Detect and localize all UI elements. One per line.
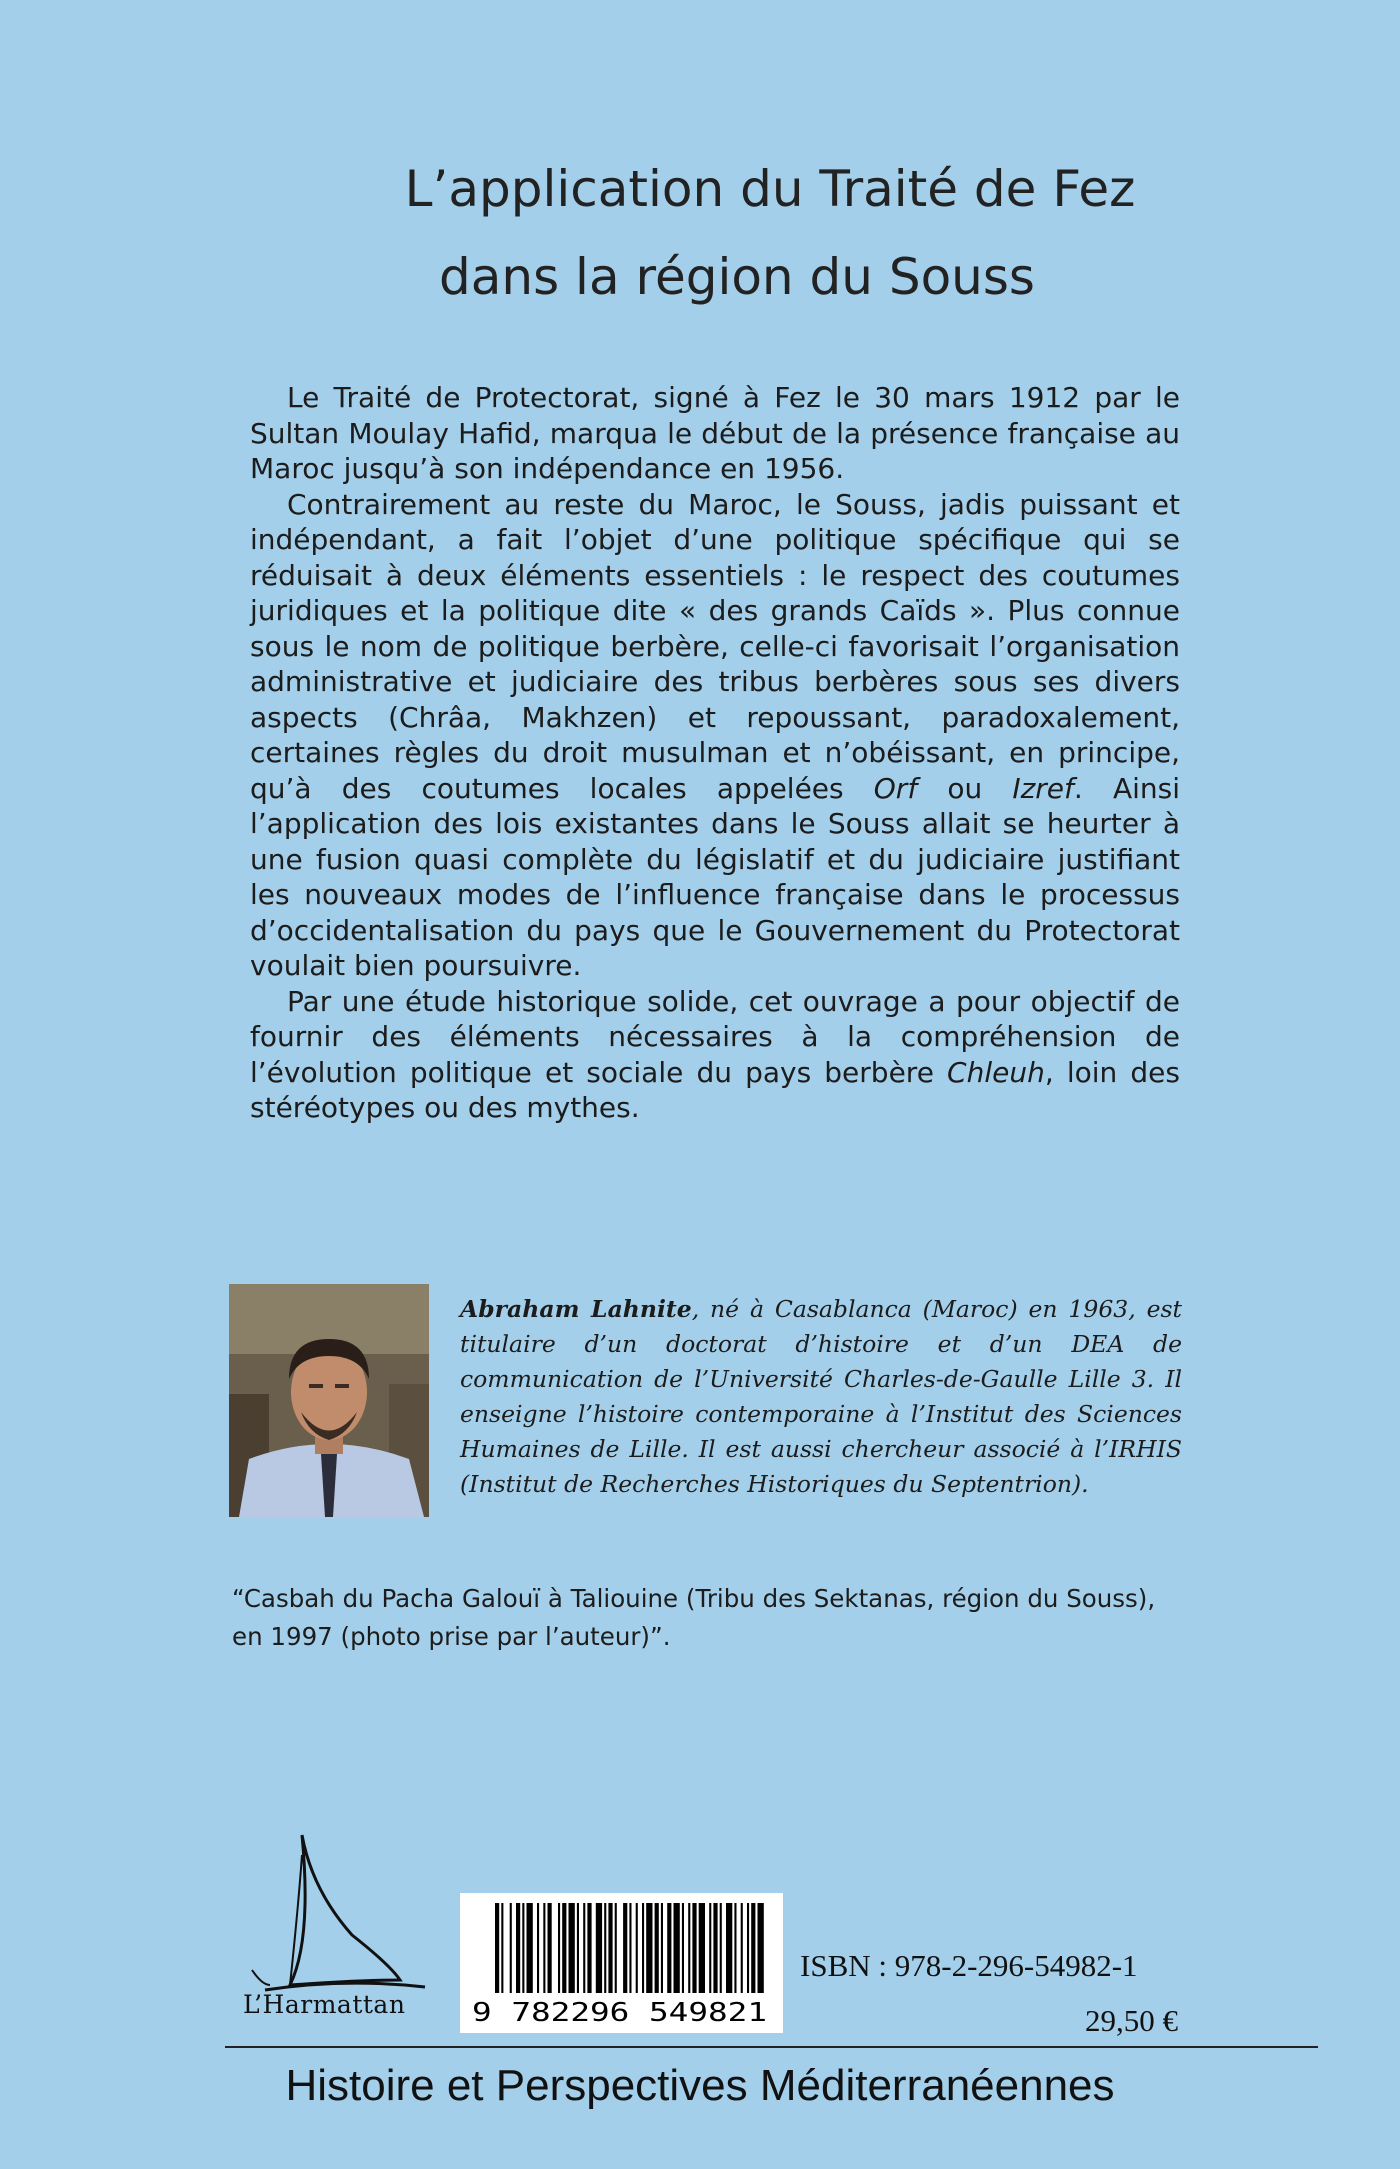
divider (225, 2046, 1318, 2048)
barcode-bar (655, 1903, 659, 1993)
barcode-bar (623, 1903, 627, 1993)
author-bio (460, 1292, 1182, 1502)
barcode-bar (699, 1903, 705, 1993)
cover-photo-caption (232, 1580, 1192, 1656)
barcode-bar (495, 1903, 499, 1993)
term-orf: Orf (873, 771, 918, 805)
blurb-paragraph-1: Le Traité de Protectorat, signé à Fez le 30 mars 1912 par le Sultan Moulay Hafid, marqua le début de la présence française au Maroc jusqu’à son indépendance en 1956. (250, 381, 1180, 485)
author-photo (229, 1284, 429, 1517)
barcode-bar (608, 1903, 612, 1993)
barcode-bar (543, 1903, 545, 1993)
barcode-bar (629, 1903, 631, 1993)
barcode-bar (510, 1903, 512, 1993)
barcode-bar (604, 1903, 606, 1993)
barcode-bar (522, 1903, 524, 1993)
barcode-bar (548, 1903, 552, 1993)
publisher-name: L’Harmattan (243, 1990, 406, 2019)
barcode-bar (758, 1903, 764, 1993)
barcode-bar (596, 1903, 602, 1993)
barcode-bar (562, 1903, 566, 1993)
barcode-bar (646, 1903, 652, 1993)
barcode-bar (636, 1903, 638, 1993)
barcode-bar (587, 1903, 591, 1993)
isbn-number: ISBN : 978-2-296-54982-1 (800, 1948, 1138, 1983)
barcode-bar (537, 1903, 539, 1993)
blurb-paragraph-2: Contrairement au reste du Maroc, le Souss, jadis puissant et indépendant, a fait l’objet d’une politique spécifique qui se réduisait à deux éléments essentiels : le respect des coutumes juridiques et la politique dite « des grands Caïds ». Plus connue sous le nom de politique berbère, celle-ci favorisait l’organisation administrative et judiciaire des tribus berbères sous ses divers aspects (Chrâa, Makhzen) et repoussant, paradoxalement, certaines règles du droit musulman et n’obéissant, en principe, qu’à des coutumes locales appelées Orf ou Izref. Ainsi l’application des lois existantes dans le Souss allait se heurter à une fusion quasi complète du législatif et du judiciaire justifiant les nouveaux modes de l’influence française dans le processus d’occidentalisation du pays que le Gouvernement du Protectorat voulait bien poursuivre. (250, 487, 1180, 982)
title-line-1: L’application du Traité de Fez (404, 160, 1136, 218)
barcode-bar (692, 1903, 696, 1993)
barcode-bar (501, 1903, 503, 1993)
barcode-bar (747, 1903, 749, 1993)
barcode-bar (583, 1903, 585, 1993)
barcode-bar (577, 1903, 579, 1993)
caption-line-2: en 1997 (photo prise par l’auteur)”. (232, 1622, 671, 1651)
isbn-barcode (460, 1893, 783, 2033)
term-izref: Izref (1012, 771, 1074, 805)
back-cover-blurb (250, 380, 1180, 1126)
barcode-bar (682, 1903, 684, 1993)
barcode-bar (709, 1903, 711, 1993)
barcode-bar (674, 1903, 680, 1993)
barcode-bar (527, 1903, 533, 1993)
author-name: Abraham Lahnite (460, 1295, 692, 1323)
barcode-bar (642, 1903, 644, 1993)
barcode-bar (661, 1903, 663, 1993)
barcode-bar (667, 1903, 671, 1993)
barcode-bar (713, 1903, 717, 1993)
price: 29,50 € (1085, 2003, 1178, 2038)
barcode-bar (516, 1903, 520, 1993)
title-line-2: dans la région du Souss (439, 248, 1035, 306)
barcode-bar (751, 1903, 755, 1993)
barcode-bar (741, 1903, 743, 1993)
term-chleuh: Chleuh (947, 1055, 1045, 1089)
barcode-bar (569, 1903, 575, 1993)
barcode-bar (615, 1903, 617, 1993)
barcode-bar (720, 1903, 722, 1993)
blurb-paragraph-3: Par une étude historique solide, cet ouvrage a pour objectif de fournir des éléments nécessaires à la compréhension de l’évolution politique et sociale du pays berbère Chleuh, loin des stéréotypes ou des mythes. (250, 984, 1180, 1124)
barcode-digits: 9 782296 549821 (472, 1998, 767, 2028)
barcode-bar (558, 1903, 560, 1993)
book-title (0, 145, 1400, 321)
series-title: Histoire et Perspectives Méditerranéennes (285, 2061, 1115, 2110)
caption-line-1: “Casbah du Pacha Galouï à Taliouine (Tribu des Sektanas, région du Souss), (232, 1584, 1156, 1613)
barcode-bar (734, 1903, 736, 1993)
author-bio-text: , né à Casablanca (Maroc) en 1963, est titulaire d’un doctorat d’histoire et d’un DEA de communication de l’Université Charles-de-Gaulle Lille 3. Il enseigne l’histoire contemporaine à l’Institut des Sciences Humaines de Lille. Il est aussi chercheur associé à l’IRHIS (Institut de Recherches Historiques du Septentrion). (460, 1295, 1182, 1498)
barcode-bar (726, 1903, 732, 1993)
barcode-bar (688, 1903, 690, 1993)
